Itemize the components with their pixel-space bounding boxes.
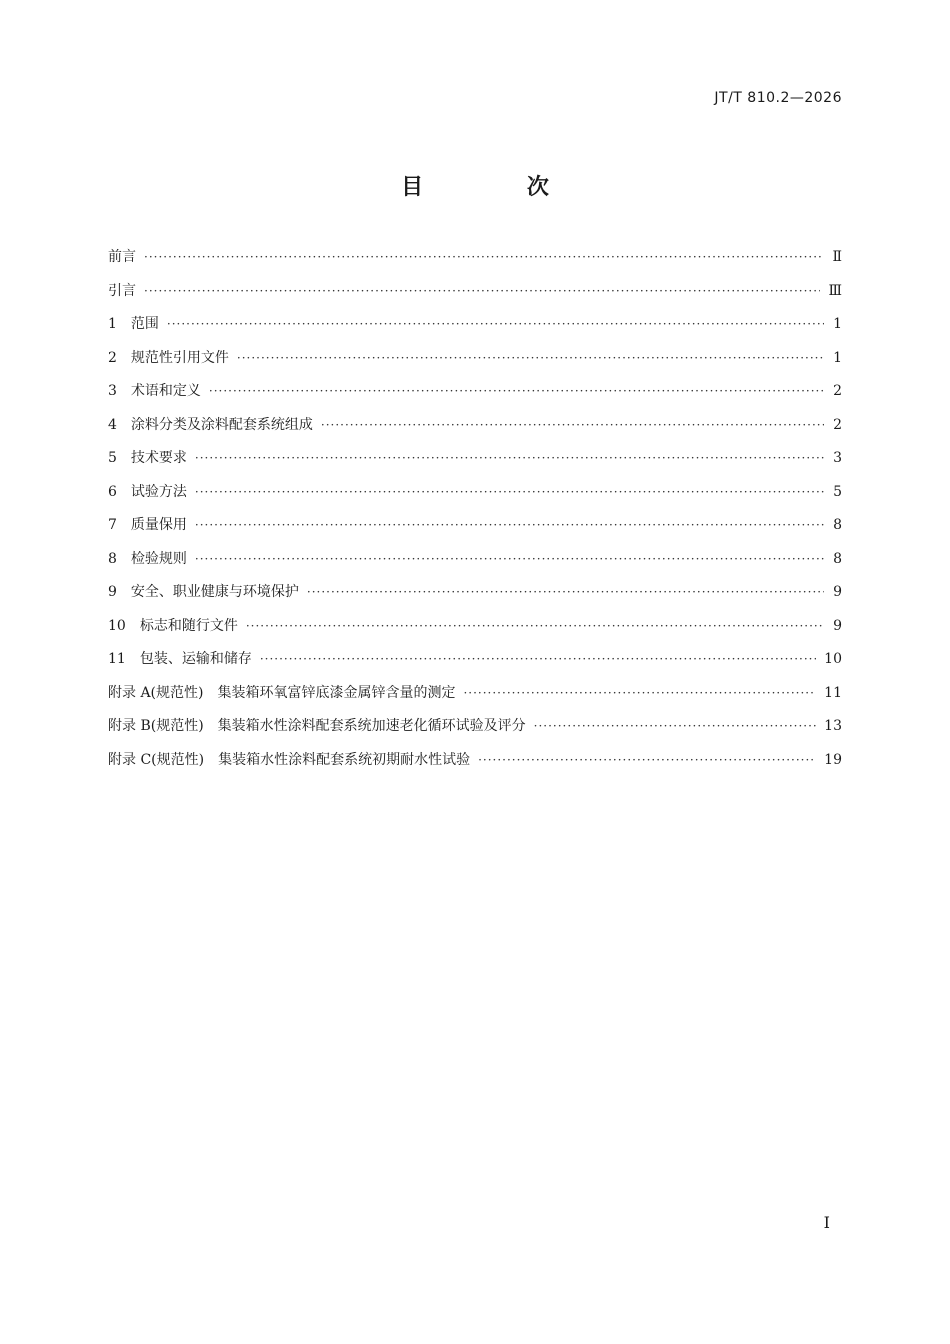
toc-entry-title: 安全、职业健康与环境保护: [130, 584, 299, 600]
toc-entry-title: 技术要求: [130, 450, 187, 466]
toc-entry-number: 10: [108, 617, 126, 634]
toc-entry-page: 8: [833, 517, 842, 533]
document-code: JT/T 810.2—2026: [714, 90, 842, 106]
toc-entry-number: 11: [108, 651, 126, 667]
toc-dot-leader: [246, 613, 824, 639]
toc-entry-section-2[interactable]: [108, 345, 842, 379]
toc-entry-number: 6: [108, 483, 117, 500]
toc-entry-page: 1: [833, 349, 842, 366]
toc-dot-leader: [144, 244, 824, 270]
toc-entry-title: 附录 C(规范性) 集装箱水性涂料配套系统初期耐水性试验: [108, 751, 471, 768]
toc-entry-page: Ⅲ: [828, 282, 842, 299]
toc-entry-page: 1: [833, 316, 842, 332]
toc-entry-section-4[interactable]: [108, 412, 842, 446]
toc-entry-page: 2: [833, 383, 842, 399]
toc-entry-section-10[interactable]: [108, 613, 842, 647]
toc-entry-number: 9: [108, 584, 117, 600]
toc-entry-title: 包装、运输和储存: [139, 651, 252, 667]
toc-entry-page: 9: [833, 617, 842, 634]
toc-entry-number: 5: [108, 450, 117, 466]
toc-entry-page: 9: [833, 584, 842, 600]
toc-dot-leader: [463, 680, 816, 706]
toc-entry-number: 3: [108, 383, 117, 399]
toc-entry-page: 11: [824, 684, 842, 701]
toc-entry-title: 试验方法: [130, 483, 187, 500]
toc-entry-page: Ⅱ: [832, 249, 842, 265]
toc-entry-number: 8: [108, 550, 117, 567]
toc-entry-title: 涂料分类及涂料配套系统组成: [130, 416, 313, 433]
toc-entry-page: 10: [824, 651, 842, 667]
toc-entry-number: 4: [108, 416, 117, 433]
toc-entry-section-11[interactable]: [108, 646, 842, 680]
toc-entry-section-1[interactable]: [108, 311, 842, 345]
toc-entry-section-8[interactable]: [108, 546, 842, 580]
toc-entry-page: 13: [824, 718, 842, 734]
toc-entry-page: 3: [833, 450, 842, 466]
toc-entry-number: 7: [108, 517, 117, 533]
toc-entry-appendix-a[interactable]: [108, 680, 842, 714]
toc-entry-section-3[interactable]: [108, 378, 842, 412]
toc-dot-leader: [195, 445, 824, 471]
toc-entry-section-9[interactable]: [108, 579, 842, 613]
toc-dot-leader: [167, 311, 824, 337]
toc-entry-section-6[interactable]: [108, 479, 842, 513]
toc-entry-page: 19: [824, 751, 842, 768]
toc-dot-leader: [307, 579, 824, 605]
toc-dot-leader: [195, 546, 824, 572]
toc-entry-title: 附录 B(规范性) 集装箱水性涂料配套系统加速老化循环试验及评分: [108, 718, 526, 734]
toc-dot-leader: [195, 479, 824, 505]
toc-entry-section-7[interactable]: [108, 512, 842, 546]
toc-dot-leader: [260, 646, 816, 672]
toc-dot-leader: [195, 512, 824, 538]
toc-entry-page: 2: [833, 416, 842, 433]
toc-entry-title: 附录 A(规范性) 集装箱环氧富锌底漆金属锌含量的测定: [108, 684, 456, 701]
toc-entry-title: 术语和定义: [130, 383, 201, 399]
toc-entry-title: 规范性引用文件: [130, 349, 229, 366]
toc-entry-title: 检验规则: [130, 550, 187, 567]
toc-dot-leader: [321, 412, 824, 438]
toc-dot-leader: [237, 345, 824, 371]
toc-entry-introduction[interactable]: [108, 278, 842, 312]
toc-entry-foreword[interactable]: [108, 244, 842, 278]
toc-entry-appendix-b[interactable]: [108, 713, 842, 747]
toc-dot-leader: [534, 713, 817, 739]
toc-dot-leader: [478, 747, 816, 773]
toc-entry-number: 1: [108, 316, 117, 332]
toc-entry-title: 引言: [108, 282, 136, 299]
toc-dot-leader: [144, 278, 820, 304]
toc-entry-page: 8: [833, 550, 842, 567]
table-of-contents: [108, 244, 842, 780]
toc-entry-title: 前言: [108, 249, 136, 265]
toc-entry-title: 质量保用: [130, 517, 187, 533]
page-number: Ⅰ: [823, 1213, 830, 1232]
toc-entry-title: 范围: [130, 316, 159, 332]
toc-dot-leader: [209, 378, 824, 404]
page-title: 目 次: [401, 175, 597, 200]
toc-entry-section-5[interactable]: [108, 445, 842, 479]
toc-entry-appendix-c[interactable]: [108, 747, 842, 781]
toc-entry-title: 标志和随行文件: [139, 617, 238, 634]
toc-entry-page: 5: [833, 483, 842, 500]
toc-entry-number: 2: [108, 349, 117, 366]
